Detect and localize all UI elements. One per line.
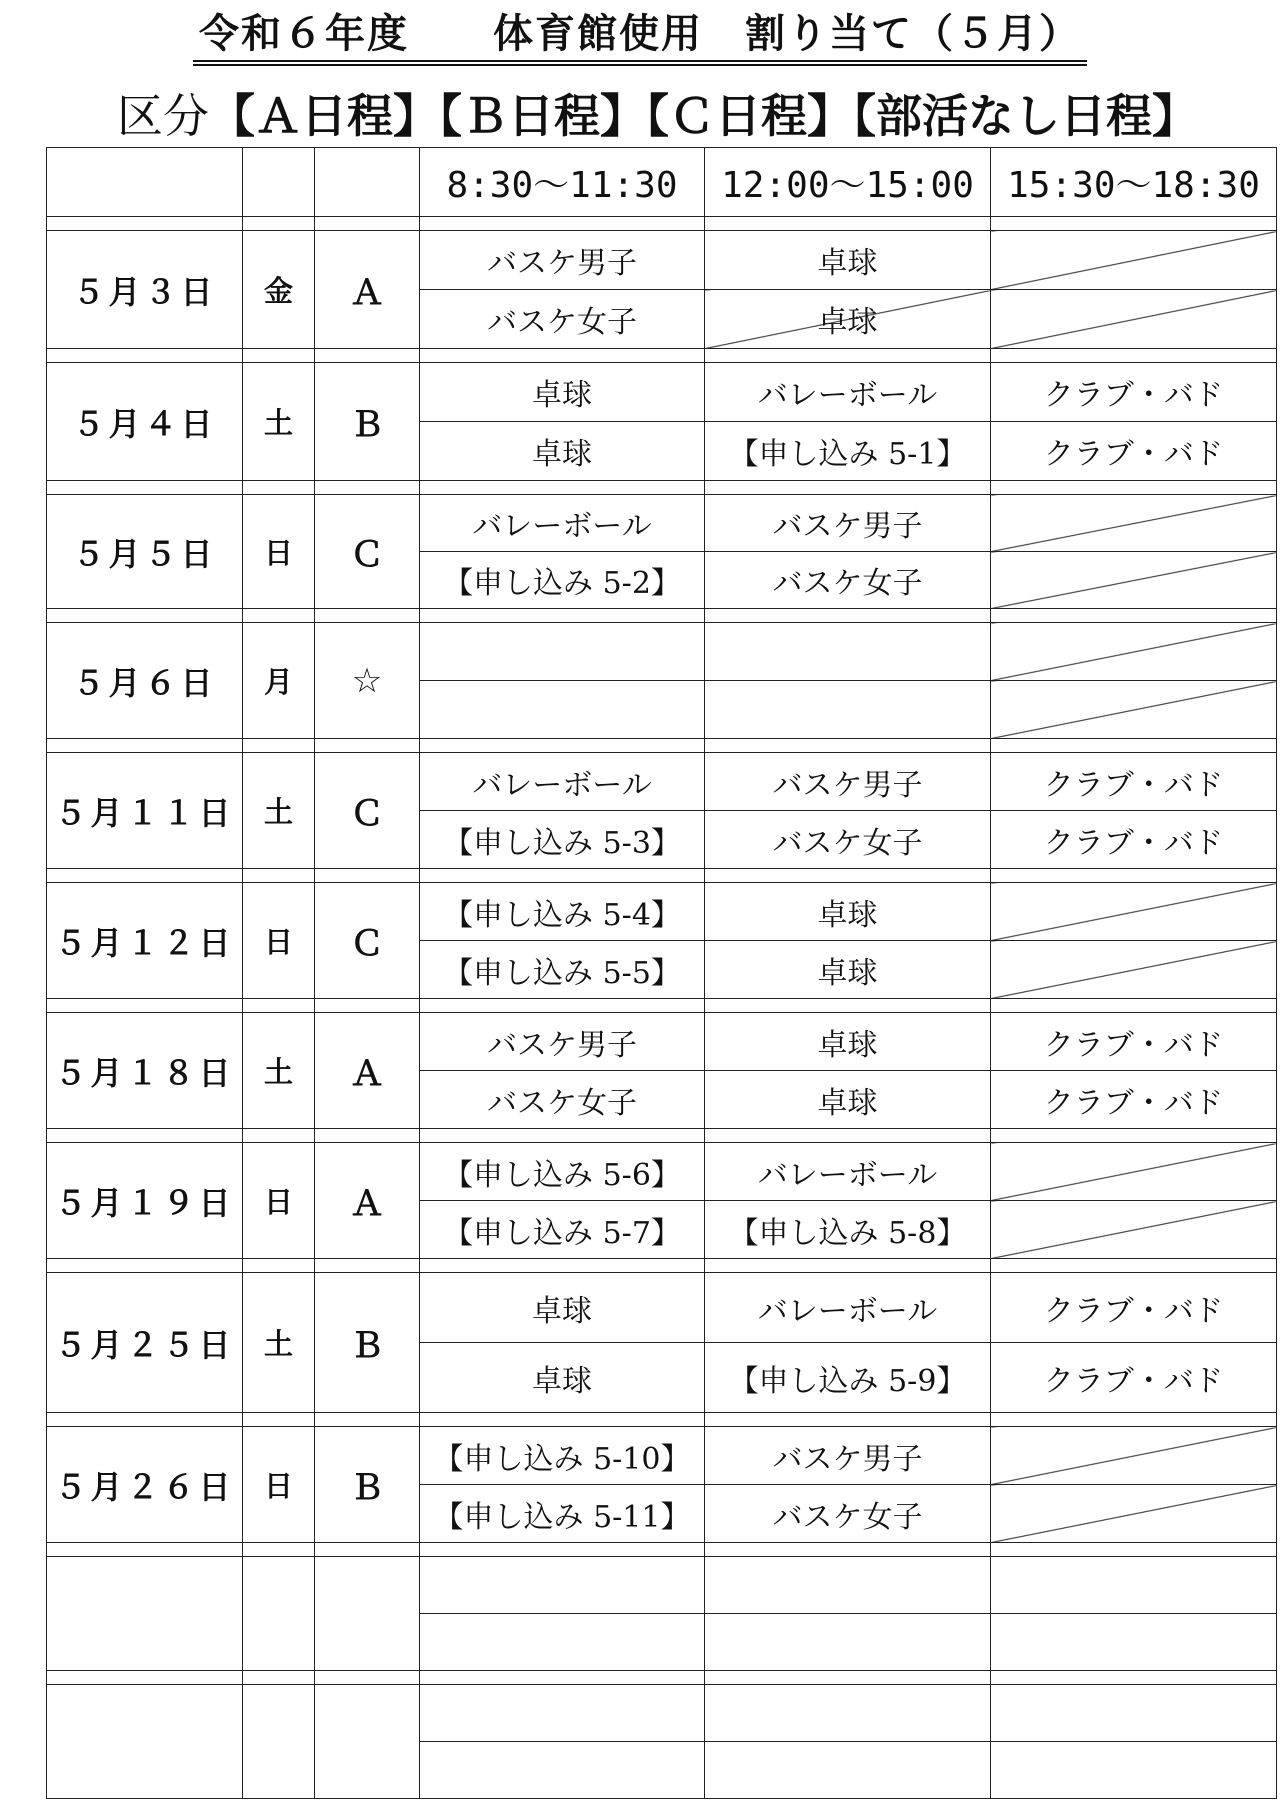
slot-cell: クラブ・バド bbox=[991, 363, 1277, 422]
crossed-out-slot bbox=[991, 623, 1277, 681]
slot-cell bbox=[705, 681, 991, 739]
slot-cell: バレーボール bbox=[420, 495, 705, 552]
slot-cell: バスケ女子 bbox=[705, 1485, 991, 1543]
separator-cell bbox=[47, 609, 243, 623]
day-date-cell bbox=[47, 1685, 243, 1799]
day-date-cell: ５月２５日 bbox=[47, 1273, 243, 1413]
separator-cell bbox=[991, 739, 1277, 753]
slot-cell: バレーボール bbox=[420, 753, 705, 811]
separator-cell bbox=[991, 869, 1277, 883]
schedule-row bbox=[47, 1143, 1277, 1201]
header-date-cell bbox=[47, 148, 243, 217]
header-category-cell bbox=[315, 148, 420, 217]
slot-cell: クラブ・バド bbox=[991, 422, 1277, 481]
separator-cell bbox=[420, 217, 705, 231]
slot-cell: 【申し込み 5-2】 bbox=[420, 552, 705, 609]
day-separator bbox=[47, 1543, 1277, 1557]
slot-cell: 卓球 bbox=[705, 1013, 991, 1071]
separator-cell bbox=[243, 481, 315, 495]
day-separator bbox=[47, 869, 1277, 883]
slot-cell: バスケ男子 bbox=[705, 1427, 991, 1485]
slot-cell: クラブ・バド bbox=[991, 753, 1277, 811]
day-date-cell: ５月４日 bbox=[47, 363, 243, 481]
slot-cell: バレーボール bbox=[705, 1273, 991, 1343]
day-date-cell: ５月６日 bbox=[47, 623, 243, 739]
separator-cell bbox=[47, 1259, 243, 1273]
schedule-row bbox=[47, 1427, 1277, 1485]
day-separator bbox=[47, 999, 1277, 1013]
day-separator bbox=[47, 1413, 1277, 1427]
separator-cell bbox=[991, 217, 1277, 231]
slot-cell: バスケ女子 bbox=[420, 1071, 705, 1129]
day-separator bbox=[47, 481, 1277, 495]
slot-cell: バスケ女子 bbox=[420, 290, 705, 349]
crossed-out-slot bbox=[991, 1427, 1277, 1485]
separator-cell bbox=[420, 1129, 705, 1143]
day-cat-cell: Ａ bbox=[315, 231, 420, 349]
day-date-cell: ５月２６日 bbox=[47, 1427, 243, 1543]
separator-cell bbox=[991, 609, 1277, 623]
day-cat-cell bbox=[315, 1685, 420, 1799]
separator-cell bbox=[991, 1543, 1277, 1557]
day-cat-cell: Ｃ bbox=[315, 883, 420, 999]
separator-cell bbox=[315, 1259, 420, 1273]
crossed-out-slot bbox=[991, 552, 1277, 609]
day-cat-cell: Ｂ bbox=[315, 1427, 420, 1543]
slot-cell bbox=[705, 623, 991, 681]
schedule-row bbox=[47, 1273, 1277, 1343]
separator-cell bbox=[47, 999, 243, 1013]
separator-cell bbox=[315, 1413, 420, 1427]
crossed-out-slot bbox=[991, 1143, 1277, 1201]
day-cat-cell: Ｂ bbox=[315, 1273, 420, 1413]
day-dow-cell: 土 bbox=[243, 363, 315, 481]
slot-cell: 【申し込み 5-8】 bbox=[705, 1201, 991, 1259]
schedule-row bbox=[47, 1685, 1277, 1742]
crossed-out-slot bbox=[991, 495, 1277, 552]
separator-cell bbox=[705, 1259, 991, 1273]
slot-cell bbox=[705, 1685, 991, 1742]
slot-cell: 卓球 bbox=[705, 231, 991, 290]
slot-cell bbox=[705, 1557, 991, 1614]
crossed-out-slot bbox=[991, 1485, 1277, 1543]
slot-cell: 【申し込み 5-4】 bbox=[420, 883, 705, 941]
day-dow-cell: 土 bbox=[243, 1013, 315, 1129]
document-title: 令和６年度 体育館使用 割り当て（５月） bbox=[0, 10, 1280, 66]
day-cat-cell: Ｂ bbox=[315, 363, 420, 481]
slot-cell bbox=[420, 1742, 705, 1799]
slot-cell: 【申し込み 5-9】 bbox=[705, 1343, 991, 1413]
schedule-categories bbox=[117, 80, 1198, 146]
separator-cell bbox=[991, 999, 1277, 1013]
slot-cell bbox=[420, 1557, 705, 1614]
separator-cell bbox=[705, 1413, 991, 1427]
separator-cell bbox=[47, 1413, 243, 1427]
slot-cell: バレーボール bbox=[705, 1143, 991, 1201]
slot-cell bbox=[420, 1614, 705, 1671]
separator-cell bbox=[243, 1413, 315, 1427]
separator-cell bbox=[315, 1543, 420, 1557]
separator-cell bbox=[243, 999, 315, 1013]
category-list: 【Ａ日程】【Ｂ日程】【Ｃ日程】【部活なし日程】 bbox=[209, 89, 1198, 143]
slot-cell: 卓球 bbox=[420, 1273, 705, 1343]
slot-cell: クラブ・バド bbox=[991, 1343, 1277, 1413]
separator-cell bbox=[420, 739, 705, 753]
day-date-cell: ５月１９日 bbox=[47, 1143, 243, 1259]
slot-cell: バスケ男子 bbox=[705, 495, 991, 552]
day-date-cell bbox=[47, 1557, 243, 1671]
day-cat-cell: Ｃ bbox=[315, 753, 420, 869]
separator-cell bbox=[47, 1671, 243, 1685]
slot-cell bbox=[705, 1742, 991, 1799]
slot-cell: バレーボール bbox=[705, 363, 991, 422]
separator-cell bbox=[315, 999, 420, 1013]
separator-cell bbox=[243, 349, 315, 363]
separator-cell bbox=[991, 1259, 1277, 1273]
schedule-row bbox=[47, 623, 1277, 681]
day-dow-cell bbox=[243, 1557, 315, 1671]
day-separator bbox=[47, 1671, 1277, 1685]
slot-cell: バスケ男子 bbox=[705, 753, 991, 811]
separator-cell bbox=[47, 869, 243, 883]
slot-cell bbox=[991, 1742, 1277, 1799]
day-separator bbox=[47, 1259, 1277, 1273]
slot-cell: 【申し込み 5-5】 bbox=[420, 941, 705, 999]
day-dow-cell: 日 bbox=[243, 495, 315, 609]
crossed-out-slot bbox=[991, 1201, 1277, 1259]
slot-cell: 卓球 bbox=[705, 941, 991, 999]
separator-cell bbox=[420, 999, 705, 1013]
separator-cell bbox=[420, 1543, 705, 1557]
slot-cell: 【申し込み 5-10】 bbox=[420, 1427, 705, 1485]
slot-cell bbox=[991, 1685, 1277, 1742]
separator-cell bbox=[243, 1259, 315, 1273]
slot-cell bbox=[991, 1557, 1277, 1614]
separator-cell bbox=[315, 481, 420, 495]
separator-cell bbox=[420, 869, 705, 883]
separator-cell bbox=[420, 1671, 705, 1685]
time-slot-morning: 8:30～11:30 bbox=[420, 148, 705, 217]
day-dow-cell bbox=[243, 1685, 315, 1799]
separator-cell bbox=[705, 1543, 991, 1557]
crossed-out-slot bbox=[991, 231, 1277, 290]
separator-cell bbox=[991, 1129, 1277, 1143]
separator-cell bbox=[315, 739, 420, 753]
separator-cell bbox=[705, 481, 991, 495]
slot-cell: 【申し込み 5-11】 bbox=[420, 1485, 705, 1543]
slot-cell: バスケ男子 bbox=[420, 231, 705, 290]
separator-cell bbox=[315, 349, 420, 363]
separator-cell bbox=[47, 1129, 243, 1143]
slot-cell: 【申し込み 5-7】 bbox=[420, 1201, 705, 1259]
day-separator bbox=[47, 609, 1277, 623]
day-dow-cell: 月 bbox=[243, 623, 315, 739]
slot-cell: バスケ女子 bbox=[705, 811, 991, 869]
separator-cell bbox=[420, 609, 705, 623]
separator-cell bbox=[243, 217, 315, 231]
separator-cell bbox=[243, 739, 315, 753]
schedule-body bbox=[47, 148, 1277, 1799]
day-separator bbox=[47, 739, 1277, 753]
day-cat-cell: Ｃ bbox=[315, 495, 420, 609]
day-separator bbox=[47, 349, 1277, 363]
schedule-row bbox=[47, 495, 1277, 552]
slot-cell: クラブ・バド bbox=[991, 1273, 1277, 1343]
day-cat-cell: Ａ bbox=[315, 1143, 420, 1259]
separator-cell bbox=[243, 869, 315, 883]
day-date-cell: ５月３日 bbox=[47, 231, 243, 349]
separator-cell bbox=[243, 1671, 315, 1685]
day-cat-cell: ☆ bbox=[315, 623, 420, 739]
crossed-out-slot bbox=[991, 883, 1277, 941]
separator-cell bbox=[47, 481, 243, 495]
schedule-row bbox=[47, 1557, 1277, 1614]
separator-cell bbox=[420, 1259, 705, 1273]
schedule-row bbox=[47, 1013, 1277, 1071]
separator-cell bbox=[243, 1543, 315, 1557]
slot-cell: 卓球 bbox=[420, 1343, 705, 1413]
separator-cell bbox=[315, 609, 420, 623]
day-separator bbox=[47, 1129, 1277, 1143]
day-cat-cell bbox=[315, 1557, 420, 1671]
separator-cell bbox=[420, 1413, 705, 1427]
gym-schedule-table bbox=[46, 147, 1277, 1799]
header-row bbox=[47, 148, 1277, 217]
separator-cell bbox=[420, 481, 705, 495]
slot-cell: クラブ・バド bbox=[991, 1071, 1277, 1129]
schedule-row bbox=[47, 363, 1277, 422]
slot-cell: クラブ・バド bbox=[991, 1013, 1277, 1071]
slot-cell: 卓球 bbox=[705, 883, 991, 941]
slot-cell bbox=[420, 1685, 705, 1742]
day-dow-cell: 日 bbox=[243, 1427, 315, 1543]
slot-cell: 卓球 bbox=[420, 422, 705, 481]
crossed-out-slot: 卓球 bbox=[705, 290, 991, 349]
slot-cell: バスケ男子 bbox=[420, 1013, 705, 1071]
schedule-row bbox=[47, 231, 1277, 290]
separator-cell bbox=[705, 217, 991, 231]
separator-cell bbox=[991, 1671, 1277, 1685]
separator-cell bbox=[705, 609, 991, 623]
crossed-out-slot bbox=[991, 681, 1277, 739]
slot-cell: 【申し込み 5-3】 bbox=[420, 811, 705, 869]
day-dow-cell: 金 bbox=[243, 231, 315, 349]
slot-cell: バスケ女子 bbox=[705, 552, 991, 609]
day-dow-cell: 日 bbox=[243, 883, 315, 999]
separator-cell bbox=[315, 1671, 420, 1685]
separator-cell bbox=[47, 739, 243, 753]
day-dow-cell: 土 bbox=[243, 1273, 315, 1413]
separator-cell bbox=[705, 869, 991, 883]
separator-cell bbox=[315, 217, 420, 231]
crossed-out-slot bbox=[991, 290, 1277, 349]
time-slot-midday: 12:00～15:00 bbox=[705, 148, 991, 217]
separator-cell bbox=[47, 349, 243, 363]
header-dow-cell bbox=[243, 148, 315, 217]
separator-cell bbox=[705, 999, 991, 1013]
day-date-cell: ５月１１日 bbox=[47, 753, 243, 869]
day-date-cell: ５月５日 bbox=[47, 495, 243, 609]
separator-cell bbox=[705, 349, 991, 363]
separator-cell bbox=[991, 349, 1277, 363]
day-cat-cell: Ａ bbox=[315, 1013, 420, 1129]
crossed-out-slot bbox=[991, 941, 1277, 999]
slot-cell: 卓球 bbox=[705, 1071, 991, 1129]
time-slot-evening: 15:30～18:30 bbox=[991, 148, 1277, 217]
schedule-row bbox=[47, 753, 1277, 811]
separator-cell bbox=[47, 1543, 243, 1557]
slot-cell: クラブ・バド bbox=[991, 811, 1277, 869]
separator-cell bbox=[420, 349, 705, 363]
day-dow-cell: 土 bbox=[243, 753, 315, 869]
separator-cell bbox=[243, 1129, 315, 1143]
separator-cell bbox=[47, 217, 243, 231]
slot-cell bbox=[420, 681, 705, 739]
slot-cell bbox=[705, 1614, 991, 1671]
slot-cell: 【申し込み 5-1】 bbox=[705, 422, 991, 481]
separator-cell bbox=[315, 1129, 420, 1143]
day-dow-cell: 日 bbox=[243, 1143, 315, 1259]
separator-cell bbox=[991, 481, 1277, 495]
separator-cell bbox=[705, 739, 991, 753]
schedule-row bbox=[47, 883, 1277, 941]
separator-cell bbox=[991, 1413, 1277, 1427]
slot-cell: 卓球 bbox=[420, 363, 705, 422]
separator-cell bbox=[243, 609, 315, 623]
slot-cell bbox=[420, 623, 705, 681]
category-prefix: 区分 bbox=[117, 89, 209, 143]
separator-cell bbox=[315, 869, 420, 883]
day-date-cell: ５月１８日 bbox=[47, 1013, 243, 1129]
day-separator bbox=[47, 217, 1277, 231]
separator-cell bbox=[705, 1129, 991, 1143]
slot-cell bbox=[991, 1614, 1277, 1671]
slot-cell: 【申し込み 5-6】 bbox=[420, 1143, 705, 1201]
separator-cell bbox=[705, 1671, 991, 1685]
day-date-cell: ５月１２日 bbox=[47, 883, 243, 999]
